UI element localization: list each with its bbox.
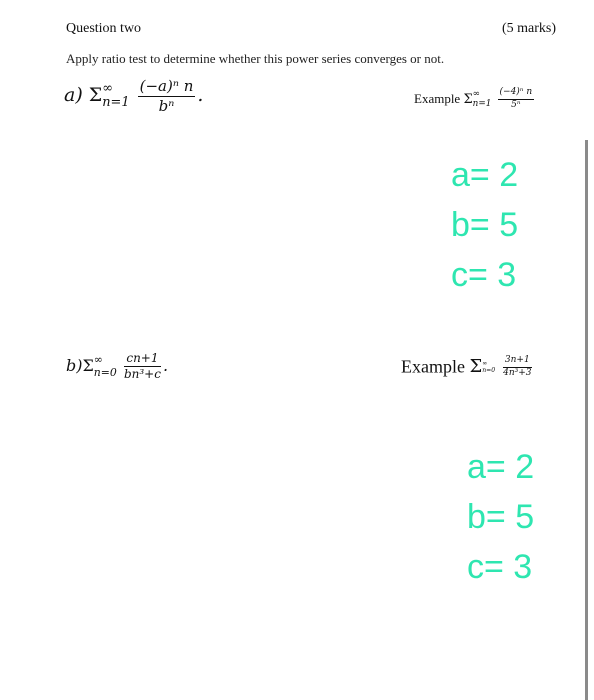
sum-symbol: Σ: [82, 356, 94, 376]
fraction-denominator: bⁿ: [158, 96, 175, 115]
fraction-numerator: (−4)ⁿ n: [498, 88, 535, 100]
sum-upper-limit: ∞: [482, 359, 488, 367]
sum-upper-limit: ∞: [93, 353, 103, 367]
instruction-text: Apply ratio test to determine whether this power series converges or not.: [66, 51, 445, 66]
period: .: [162, 356, 169, 376]
part-b-expression: [66, 352, 168, 381]
sum-symbol: Σ: [469, 356, 483, 378]
example-fraction: [503, 356, 532, 379]
fraction-numerator: 3n+1: [503, 356, 532, 368]
fraction-numerator: (−a)ⁿ n: [139, 77, 194, 95]
fraction-denominator: 4n³+3: [503, 367, 532, 378]
part-a-fraction: [138, 78, 196, 114]
period: .: [197, 84, 204, 106]
sum-symbol: Σ: [463, 91, 473, 107]
part-b-example: [401, 356, 534, 379]
sum-lower-limit: n=1: [472, 99, 492, 110]
sum-upper-limit: ∞: [472, 89, 481, 99]
part-a-expression: [64, 78, 203, 114]
value-a: a= 2: [451, 156, 519, 194]
value-c: c= 3: [467, 548, 533, 586]
page-right-border: [585, 140, 588, 700]
part-a-values: [451, 150, 518, 300]
sum-upper-limit: ∞: [102, 80, 113, 96]
value-c: c= 3: [451, 256, 517, 294]
value-b: b= 5: [451, 206, 519, 244]
sum-lower-limit: n=0: [93, 365, 117, 379]
part-a-label: a): [64, 84, 83, 106]
part-b-values: [467, 442, 534, 592]
marks-label: (5 marks): [501, 21, 556, 36]
sum-lower-limit: n=1: [102, 95, 130, 110]
fraction-denominator: 5ⁿ: [511, 99, 521, 110]
sum-symbol: Σ: [88, 84, 103, 106]
fraction-numerator: cn+1: [124, 352, 160, 367]
value-b: b= 5: [467, 498, 535, 536]
fraction-denominator: bn³+c: [123, 367, 161, 382]
example-label: Example: [414, 90, 461, 106]
part-b-label: b): [66, 356, 83, 376]
example-label: Example: [401, 356, 465, 377]
question-title: Question two: [66, 21, 142, 36]
part-b-fraction: [124, 352, 161, 381]
sum-lower-limit: n=0: [482, 367, 496, 375]
value-a: a= 2: [467, 448, 535, 486]
part-a-example: [414, 88, 536, 111]
example-fraction: [498, 88, 535, 111]
